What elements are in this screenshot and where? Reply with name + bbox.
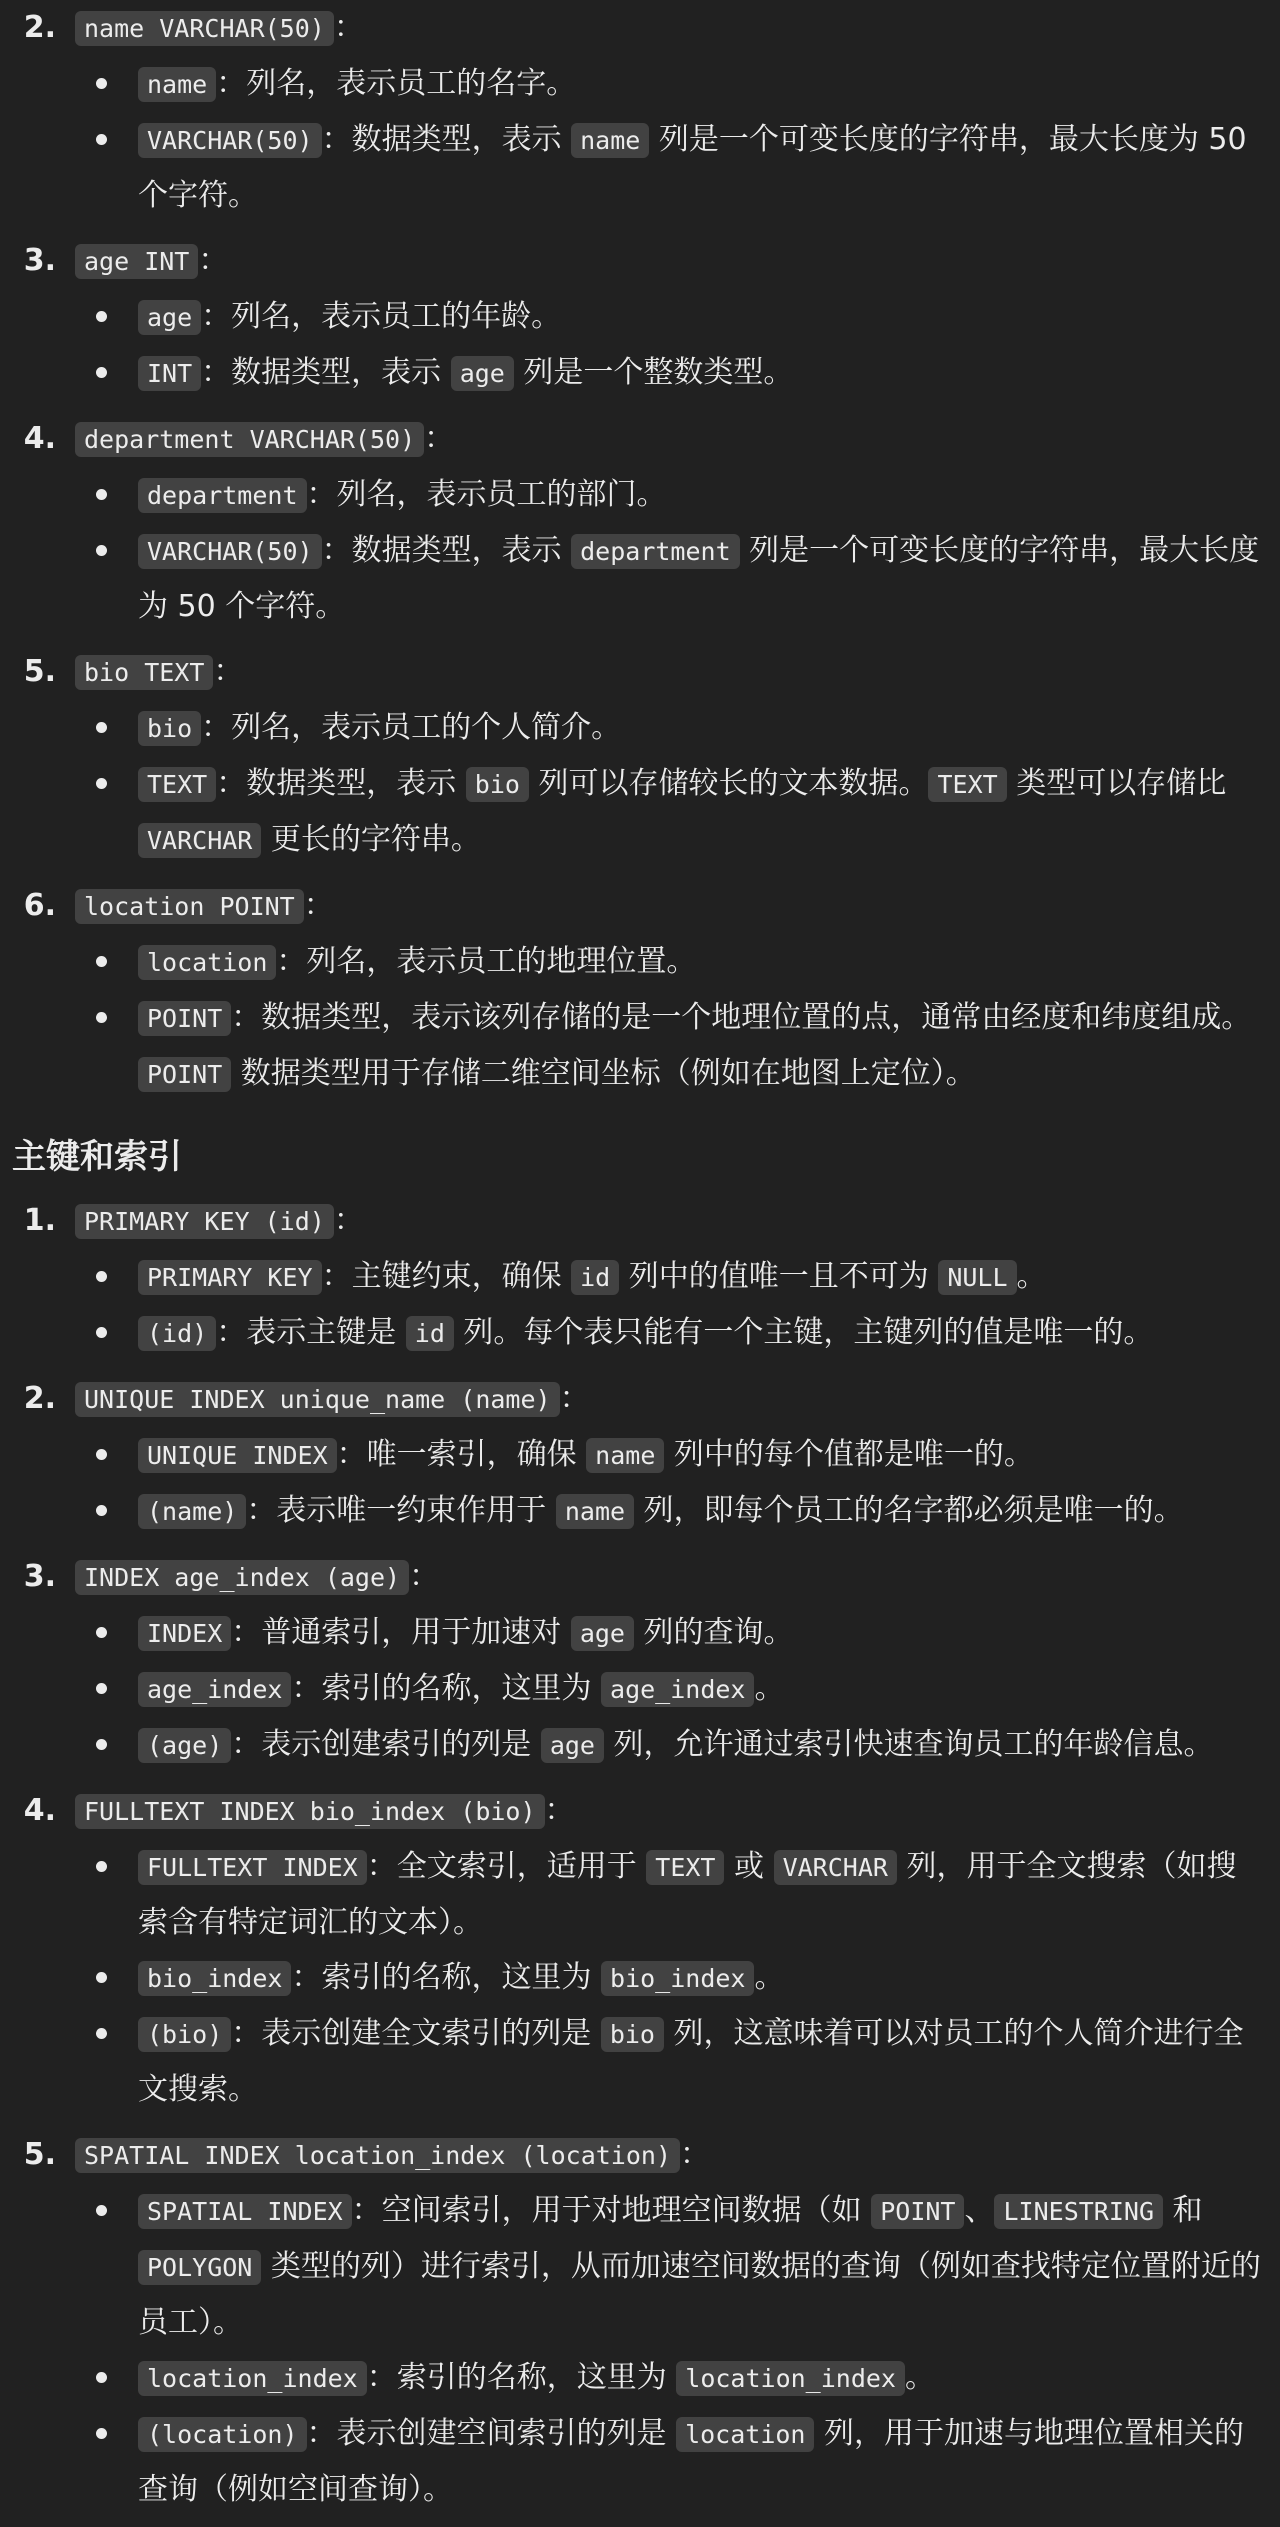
text-segment: ：列名，表示员工的个人简介。 <box>201 710 622 745</box>
text-segment: ：数据类型，表示 <box>216 766 466 801</box>
text-segment: 列，这意味着可以对员工的个人简介进行全文搜索。 <box>138 2016 1244 2107</box>
inline-code: VARCHAR(50) <box>138 123 322 158</box>
inline-code: NULL <box>938 1260 1016 1295</box>
column-item: 5. bio TEXT ： <box>0 644 1270 700</box>
inline-code: FULLTEXT INDEX <box>138 1850 367 1885</box>
bullet-dot-icon <box>96 545 107 556</box>
bullet-dot-icon <box>96 722 107 733</box>
column-definition-list <box>0 0 1270 1112</box>
bullet-item <box>0 289 1270 345</box>
inline-code: INDEX <box>138 1616 231 1651</box>
inline-code: VARCHAR(50) <box>138 534 322 569</box>
column-item: 6. location POINT ： <box>0 878 1270 934</box>
bullet-dot-icon <box>96 1627 107 1638</box>
bullet-item <box>0 2006 1270 2117</box>
index-item: 5. SPATIAL INDEX location_index (location) ： <box>0 2127 1270 2183</box>
index-item: 1. PRIMARY KEY (id) ： <box>0 1193 1270 1249</box>
text-segment: 列是一个整数类型。 <box>513 355 794 390</box>
bullet-item <box>0 2183 1270 2350</box>
inline-code: age INT <box>75 244 198 279</box>
inline-code: PRIMARY KEY <box>138 1260 322 1295</box>
text-segment: ：主键约束，确保 <box>321 1259 572 1294</box>
bullet-item <box>0 1717 1270 1773</box>
text-segment: ：表示创建空间索引的列是 <box>306 2416 677 2451</box>
text-segment: ：表示创建全文索引的列是 <box>231 2016 601 2051</box>
bullet-item <box>0 345 1270 401</box>
bullet-dot-icon <box>96 1271 107 1282</box>
bullet-dot-icon <box>96 956 107 967</box>
column-item: 2. name VARCHAR(50) ： <box>0 0 1270 56</box>
bullet-item <box>0 467 1270 523</box>
bullet-item <box>0 1483 1270 1539</box>
bullet-item <box>0 523 1270 634</box>
index-item: 2. UNIQUE INDEX unique_name (name) ： <box>0 1371 1270 1427</box>
inline-code: (name) <box>138 1494 246 1529</box>
text-segment: 列中的每个值都是唯一的。 <box>664 1437 1034 1472</box>
text-segment: ：列名，表示员工的地理位置。 <box>276 944 697 979</box>
text-segment: ：索引的名称，这里为 <box>291 1960 602 1995</box>
inline-code: UNIQUE INDEX <box>138 1438 337 1473</box>
text-segment: ：列名，表示员工的名字。 <box>216 66 577 101</box>
text-segment: 列的查询。 <box>633 1615 794 1650</box>
bullet-dot-icon <box>96 2372 107 2383</box>
text-segment: ：索引的名称，这里为 <box>291 1671 602 1706</box>
bullet-dot-icon <box>96 1683 107 1694</box>
text-segment: 和 <box>1163 2193 1203 2228</box>
inline-code: name VARCHAR(50) <box>75 11 334 46</box>
text-segment: 列，允许通过索引快速查询员工的年龄信息。 <box>603 1727 1214 1762</box>
inline-code: INDEX age_index (age) <box>75 1560 409 1595</box>
bullet-dot-icon <box>96 1449 107 1460</box>
inline-code: name <box>138 67 216 102</box>
bullet-item <box>0 700 1270 756</box>
bullet-item <box>0 1427 1270 1483</box>
list-number: 3. <box>23 1559 56 1594</box>
bullet-dot-icon <box>96 489 107 500</box>
text-segment: ：数据类型，表示 <box>321 533 572 568</box>
inline-code: POLYGON <box>138 2250 261 2285</box>
text-segment: ：普通索引，用于加速对 <box>231 1615 571 1650</box>
list-number: 4. <box>23 421 56 456</box>
text-segment: 列可以存储较长的文本数据。 <box>528 766 929 801</box>
section-heading: 主键和索引 <box>12 1137 182 1177</box>
bullet-item <box>0 112 1270 223</box>
inline-code: age_index <box>138 1672 291 1707</box>
inline-code: age <box>451 356 514 391</box>
bullet-dot-icon <box>96 1012 107 1023</box>
inline-code: VARCHAR <box>774 1850 897 1885</box>
text-segment: ：列名，表示员工的部门。 <box>306 477 667 512</box>
text-segment: 、 <box>964 2193 995 2228</box>
inline-code: (age) <box>138 1728 231 1763</box>
list-number: 2. <box>23 10 56 45</box>
inline-code: location POINT <box>75 889 304 924</box>
bullet-dot-icon <box>96 311 107 322</box>
bullet-dot-icon <box>96 778 107 789</box>
text-segment: 。 <box>754 1671 785 1706</box>
list-number: 4. <box>23 1793 56 1828</box>
inline-code: bio_index <box>601 1961 754 1996</box>
bullet-item <box>0 2350 1270 2406</box>
bullet-item <box>0 1839 1270 1950</box>
index-item: 3. INDEX age_index (age) ： <box>0 1549 1270 1605</box>
bullet-item <box>0 990 1270 1102</box>
inline-code: bio <box>466 767 529 802</box>
bullet-item <box>0 1249 1270 1305</box>
text-segment: 数据类型用于存储二维空间坐标（例如在地图上定位）。 <box>231 1056 976 1091</box>
column-item: 4. department VARCHAR(50) ： <box>0 411 1270 467</box>
inline-code: location <box>138 945 276 980</box>
text-segment: 或 <box>724 1849 774 1884</box>
inline-code: (location) <box>138 2417 307 2452</box>
list-number: 5. <box>23 2137 56 2172</box>
inline-code: bio TEXT <box>75 655 213 690</box>
inline-code: PRIMARY KEY (id) <box>75 1204 334 1239</box>
index-item: 4. FULLTEXT INDEX bio_index (bio) ： <box>0 1783 1270 1839</box>
inline-code: UNIQUE INDEX unique_name (name) <box>75 1382 560 1417</box>
inline-code: SPATIAL INDEX <box>138 2194 352 2229</box>
bullet-item <box>0 756 1270 868</box>
inline-code: bio_index <box>138 1961 291 1996</box>
text-segment: 列是一个可变长度的字符串，最大长度为 50 个字符。 <box>138 122 1247 213</box>
inline-code: location_index <box>138 2361 367 2396</box>
bullet-dot-icon <box>96 2205 107 2216</box>
text-segment: 。 <box>904 2360 935 2395</box>
text-segment: 列，即每个员工的名字都必须是唯一的。 <box>634 1493 1184 1528</box>
list-number: 5. <box>23 654 56 689</box>
text-segment: ：列名，表示员工的年龄。 <box>201 299 562 334</box>
text-segment: 类型的列）进行索引，从而加速空间数据的查询（例如查找特定位置附近的员工）。 <box>138 2249 1261 2340</box>
bullet-item <box>0 1305 1270 1361</box>
bullet-dot-icon <box>96 2028 107 2039</box>
inline-code: id <box>406 1316 454 1351</box>
text-segment: ：空间索引，用于对地理空间数据（如 <box>351 2193 872 2228</box>
inline-code: department VARCHAR(50) <box>75 422 424 457</box>
text-segment: 列，用于加速与地理位置相关的查询（例如空间查询）。 <box>138 2416 1245 2507</box>
bullet-dot-icon <box>96 1505 107 1516</box>
inline-code: INT <box>138 356 201 391</box>
bullet-dot-icon <box>96 1861 107 1872</box>
text-segment: ：索引的名称，这里为 <box>366 2360 677 2395</box>
inline-code: age <box>138 300 201 335</box>
bullet-dot-icon <box>96 78 107 89</box>
column-item: 3. age INT ： <box>0 233 1270 289</box>
inline-code: VARCHAR <box>138 823 261 858</box>
bullet-dot-icon <box>96 1327 107 1338</box>
inline-code: (bio) <box>138 2017 231 2052</box>
text-segment: ：全文索引，适用于 <box>366 1849 647 1884</box>
bullet-item <box>0 934 1270 990</box>
bullet-item <box>0 1950 1270 2006</box>
index-definition-list <box>0 1193 1270 2527</box>
inline-code: (id) <box>138 1316 216 1351</box>
inline-code: TEXT <box>928 767 1006 802</box>
text-segment: ：唯一索引，确保 <box>336 1437 587 1472</box>
inline-code: POINT <box>138 1001 231 1036</box>
inline-code: department <box>138 478 307 513</box>
text-segment: 更长的字符串。 <box>261 822 481 857</box>
bullet-item <box>0 1661 1270 1717</box>
text-segment: 。 <box>1016 1259 1047 1294</box>
inline-code: age_index <box>601 1672 754 1707</box>
inline-code: age <box>571 1616 634 1651</box>
inline-code: id <box>571 1260 619 1295</box>
bullet-dot-icon <box>96 134 107 145</box>
inline-code: age <box>541 1728 604 1763</box>
inline-code: location_index <box>676 2361 905 2396</box>
text-segment: 列是一个可变长度的字符串，最大长度为 50 个字符。 <box>138 533 1260 624</box>
text-segment: 。 <box>754 1960 785 1995</box>
bullet-dot-icon <box>96 2428 107 2439</box>
inline-code: TEXT <box>138 767 216 802</box>
bullet-dot-icon <box>96 367 107 378</box>
text-segment: ：表示创建索引的列是 <box>231 1727 541 1762</box>
inline-code: department <box>571 534 740 569</box>
inline-code: bio <box>601 2017 664 2052</box>
list-number: 3. <box>23 243 56 278</box>
list-number: 6. <box>23 888 56 923</box>
bullet-dot-icon <box>96 1739 107 1750</box>
text-segment: ：表示唯一约束作用于 <box>246 1493 556 1528</box>
text-segment: ：表示主键是 <box>216 1315 406 1350</box>
text-segment: 类型可以存储比 <box>1006 766 1227 801</box>
bullet-item <box>0 56 1270 112</box>
text-segment: ：数据类型，表示 <box>201 355 451 390</box>
text-segment: 列，用于全文搜索（如搜索含有特定词汇的文本）。 <box>138 1849 1237 1940</box>
inline-code: FULLTEXT INDEX bio_index (bio) <box>75 1794 545 1829</box>
bullet-item <box>0 2406 1270 2517</box>
inline-code: TEXT <box>646 1850 724 1885</box>
bullet-dot-icon <box>96 1972 107 1983</box>
text-segment: 列中的值唯一且不可为 <box>619 1259 939 1294</box>
inline-code: name <box>556 1494 634 1529</box>
inline-code: bio <box>138 711 201 746</box>
list-number: 2. <box>23 1381 56 1416</box>
bullet-item <box>0 1605 1270 1661</box>
inline-code: SPATIAL INDEX location_index (location) <box>75 2138 680 2173</box>
inline-code: location <box>676 2417 814 2452</box>
text-segment: ：数据类型，表示 <box>321 122 572 157</box>
text-segment: 列。每个表只能有一个主键，主键列的值是唯一的。 <box>453 1315 1154 1350</box>
inline-code: LINESTRING <box>994 2194 1163 2229</box>
list-number: 1. <box>23 1203 56 1238</box>
inline-code: POINT <box>871 2194 964 2229</box>
text-segment: ：数据类型，表示该列存储的是一个地理位置的点，通常由经度和纬度组成。 <box>231 1000 1252 1035</box>
inline-code: name <box>586 1438 664 1473</box>
inline-code: name <box>571 123 649 158</box>
inline-code: POINT <box>138 1057 231 1092</box>
